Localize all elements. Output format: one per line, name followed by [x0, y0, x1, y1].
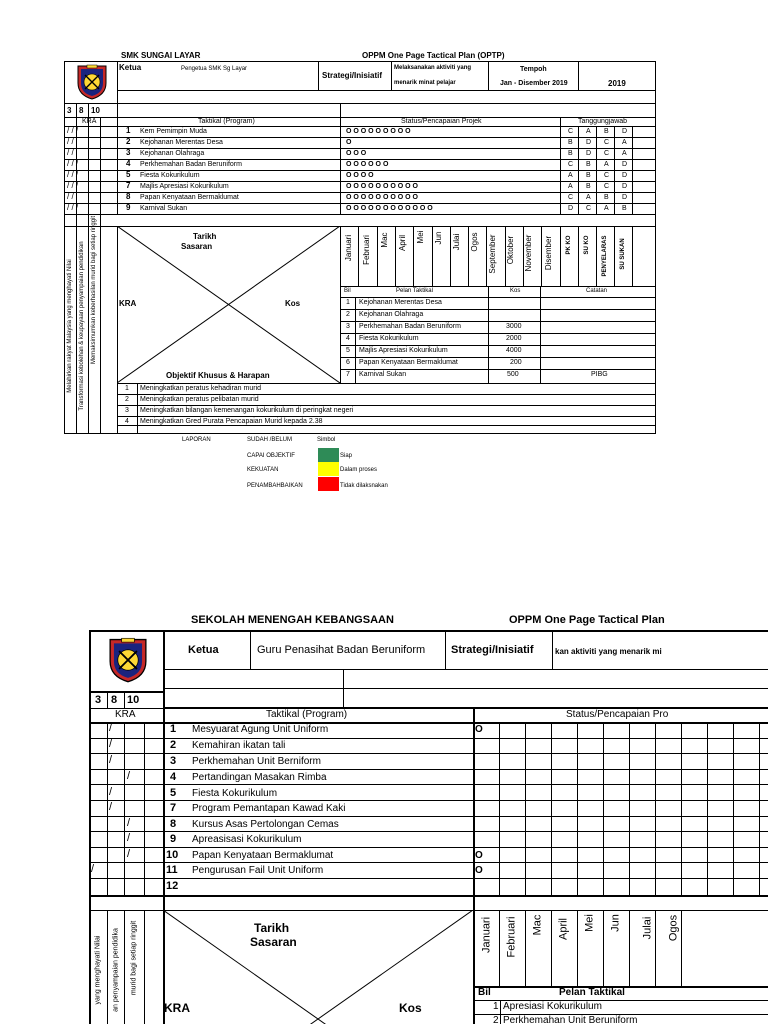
grid-line	[89, 784, 768, 785]
grid-line	[89, 769, 768, 770]
p2-school-name: SEKOLAH MENENGAH KEBANGSAAN	[191, 614, 394, 626]
p1-program-name: Fiesta Kokurikulum	[140, 172, 200, 179]
p1-vert-label-3: Memaksimumkan keberhasilan murid bagi setiap ringgit	[91, 215, 97, 365]
p2-program-name: Apreasisasi Kokurikulum	[192, 834, 302, 845]
p2-kra-check-a: /	[109, 722, 113, 734]
p1-kra-num-3: 10	[91, 106, 100, 115]
p1-program-name: Majlis Apresiasi Kokurikulum	[140, 183, 229, 190]
grid-line	[733, 722, 734, 895]
p2-program-status: O	[475, 865, 483, 876]
p1-pelan-bil: 2	[346, 311, 350, 318]
p1-pelan-name: Majlis Apresiasi Kokurikulum	[359, 347, 448, 354]
p2-vert-label-3: murid bagi setiap ringgit	[130, 920, 138, 996]
grid-line	[629, 910, 630, 986]
p1-kra-checks: / / /	[67, 203, 79, 212]
p1-program-name: Kem Pemimpin Muda	[140, 128, 207, 135]
p1-resp-suko: C	[586, 205, 592, 212]
grid-line	[468, 226, 469, 286]
p1-status-header: Status/Pencapaian Projek	[401, 118, 482, 125]
p1-month-november: November	[524, 234, 533, 272]
p1-legend-label: KEKUATAN	[247, 467, 279, 473]
p1-resp-pkko: C	[568, 161, 574, 168]
grid-line	[603, 910, 604, 986]
p2-program-no: 11	[166, 864, 178, 876]
grid-line	[88, 117, 89, 226]
p1-kra-num-2: 8	[79, 106, 84, 115]
p1-resp-suko: B	[586, 172, 591, 179]
p1-resp-susukan: D	[622, 194, 628, 201]
p1-pelan-kos: 500	[507, 371, 519, 378]
p1-legend-swatch-yellow	[318, 462, 339, 476]
p1-resp-susukan: A	[622, 139, 627, 146]
grid-line	[89, 878, 768, 879]
p2-program-status: O	[475, 850, 483, 861]
p1-legend-swatch-green	[318, 448, 339, 462]
p1-program-status: O O O O O O	[346, 161, 389, 168]
p1-kos-header: Kos	[510, 288, 521, 294]
p2-program-no: 9	[170, 833, 177, 845]
p1-month-januari: Januari	[344, 234, 353, 262]
grid-line	[340, 333, 656, 334]
p1-resp-suko: A	[586, 128, 591, 135]
p1-resp-pkko: A	[568, 183, 573, 190]
p1-kra-header: KRA	[82, 118, 97, 125]
grid-line	[707, 722, 708, 895]
p1-resp-penyelaras: B	[604, 128, 609, 135]
p1-legend-swatch-red	[318, 477, 339, 491]
p2-kra-num-2: 8	[111, 694, 118, 706]
grid-line	[340, 369, 656, 370]
p1-objective-text: Meningkatkan peratus pelibatan murid	[140, 396, 259, 403]
grid-line	[64, 159, 656, 160]
grid-line	[64, 214, 656, 215]
p2-kra-check-a: /	[109, 738, 113, 750]
p1-resp-suko: B	[586, 183, 591, 190]
p2-kos-axis-label: Kos	[399, 1001, 422, 1015]
p1-pelan-name: Fiesta Kokurikulum	[359, 335, 419, 342]
p2-strategi-label: Strategi/Inisiatif	[451, 644, 534, 656]
p1-pelan-name: Perkhemahan Badan Beruniform	[359, 323, 461, 330]
p1-tempoh-label: Tempoh	[520, 66, 547, 73]
p1-kra-checks: / / /	[67, 159, 79, 168]
p1-objective-no: 1	[125, 385, 129, 392]
p1-kra-axis-label: KRA	[119, 299, 137, 308]
p2-pelan-name: Apresiasi Kokurikulum	[503, 1001, 602, 1012]
grid-line	[486, 226, 487, 286]
p2-month-ogos: Ogos	[667, 914, 680, 942]
p2-program-name: Program Pemantapan Kawad Kaki	[192, 803, 346, 814]
p1-vert-label-1: Melahirkan rakyat Malaysia yang menghayati Nilai	[67, 259, 73, 393]
p1-ketua-label: Ketua	[119, 63, 142, 72]
p2-bil-header: Bil	[478, 987, 491, 998]
p2-program-status: O	[475, 724, 483, 735]
grid-line	[629, 722, 630, 895]
p1-month-jun: Jun	[434, 231, 443, 245]
grid-line	[377, 226, 378, 286]
grid-line	[89, 831, 768, 832]
p1-resp-susukan: A	[622, 150, 627, 157]
p2-kra-check-b: /	[127, 817, 131, 829]
p2-ketua-label: Ketua	[188, 644, 219, 656]
p1-role-pkko: PK KO	[566, 235, 572, 255]
p2-pelan-bil: 1	[493, 1001, 499, 1012]
grid-line	[551, 722, 552, 895]
p1-year: 2019	[608, 79, 626, 88]
p2-tarikh-matrix-diagram	[163, 910, 473, 1024]
grid-line	[525, 910, 526, 986]
p1-program-no: 3	[126, 148, 131, 157]
grid-line	[525, 722, 526, 895]
p2-program-no: 7	[170, 802, 177, 814]
p2-pelan-header: Pelan Taktikal	[559, 987, 625, 998]
page-2	[0, 600, 768, 1024]
p1-program-status: O O O O O O O O O O	[346, 183, 418, 190]
p1-resp-penyelaras: C	[604, 139, 610, 146]
p1-legend-label: PENAMBAHBAIKAN	[247, 483, 303, 489]
p1-resp-suko: D	[586, 139, 592, 146]
grid-line	[89, 738, 768, 739]
p2-kra-check-b: /	[127, 848, 131, 860]
p2-program-name: Kemahiran ikatan tali	[192, 740, 286, 751]
p1-bil-header: Bil	[344, 288, 351, 294]
p1-resp-suko: B	[586, 161, 591, 168]
grid-line	[395, 226, 396, 286]
p1-legend-desc: Tidak dilaksnakan	[340, 483, 388, 489]
p1-month-mac: Mac	[380, 232, 389, 248]
p2-kra-check-a: /	[109, 801, 113, 813]
p2-kra-check-b: /	[127, 832, 131, 844]
p1-legend-laporan: LAPORAN	[182, 437, 211, 443]
p1-pelan-kos: 200	[510, 359, 522, 366]
p2-vert-label-2: an penyampaian pendidika	[112, 928, 120, 1012]
page-1	[0, 0, 768, 500]
p1-strategi-label: Strategi/Inisiatif	[322, 71, 383, 80]
p2-kra-num-1: 3	[95, 694, 102, 706]
p2-program-no: 12	[166, 880, 179, 892]
p1-resp-suko: D	[586, 150, 592, 157]
grid-line	[759, 722, 760, 895]
p1-month-disember: Disember	[544, 235, 553, 271]
grid-line	[64, 137, 656, 138]
p2-kra-check-b: /	[127, 770, 131, 782]
p1-month-september: September	[488, 234, 497, 274]
p2-program-no: 10	[166, 849, 179, 861]
p1-kos-axis-label: Kos	[285, 299, 301, 308]
p1-resp-pkko: A	[568, 172, 573, 179]
p1-resp-penyelaras: B	[604, 194, 609, 201]
p2-kra-check-a: /	[91, 863, 95, 875]
p1-program-no: 5	[126, 170, 131, 179]
p2-program-name: Pertandingan Masakan Rimba	[192, 772, 327, 783]
p2-ketua-value: Guru Penasihat Badan Beruniform	[257, 644, 426, 656]
p2-program-no: 5	[170, 787, 177, 799]
p1-kra-checks: / /	[67, 137, 74, 146]
p2-program-name: Papan Kenyataan Bermaklumat	[192, 850, 334, 861]
grid-line	[89, 862, 768, 863]
p1-objective-text: Meningkatkan Gred Purata Pencapaian Murid kepada 2.38	[140, 418, 323, 425]
p1-strategi-value-1: Melaksanakan aktiviti yang	[394, 65, 472, 71]
p2-kra-header: KRA	[115, 709, 136, 720]
p1-kra-checks: / / /	[67, 181, 79, 190]
p1-program-no: 4	[126, 159, 131, 168]
p2-vert-label-1: yang menghayati Nilai	[94, 935, 102, 1005]
p1-program-status: O O O O O O O O O O	[346, 194, 418, 201]
grid-line	[499, 722, 500, 895]
p1-program-no: 7	[126, 181, 131, 190]
p1-school-name: SMK SUNGAI LAYAR	[121, 51, 201, 60]
p2-program-name: Fiesta Kokurikulum	[192, 788, 278, 799]
p1-objektif-label: Objektif Khusus & Harapan	[166, 371, 270, 380]
p2-month-julai: Julai	[641, 916, 654, 940]
grid-line	[64, 203, 656, 204]
p2-kra-check-a: /	[109, 786, 113, 798]
p1-month-oktober: Oktober	[506, 235, 515, 265]
p1-resp-penyelaras: A	[604, 205, 609, 212]
p1-pelan-header: Pelan Taktikal	[396, 288, 433, 294]
p2-school-crest-icon	[105, 634, 151, 686]
p1-legend-desc: Siap	[340, 453, 353, 459]
p2-pelan-bil: 2	[493, 1015, 499, 1026]
p1-resp-susukan: B	[622, 205, 627, 212]
p1-pelan-kos: 4000	[506, 347, 522, 354]
p1-program-name: Karnival Sukan	[140, 205, 188, 212]
p1-objective-text: Meningkatkan bilangan kemenangan kokurikulum di peringkat negeri	[140, 407, 354, 414]
p1-program-no: 1	[126, 126, 131, 135]
p1-school-crest-icon	[74, 63, 110, 101]
p1-oppm-title: OPPM One Page Tactical Plan (OPTP)	[362, 51, 505, 60]
p2-program-no: 8	[170, 818, 177, 830]
p1-resp-susukan: D	[622, 161, 628, 168]
grid-line	[358, 226, 359, 286]
p1-taktikal-header: Taktikal (Program)	[198, 118, 255, 125]
p1-kra-checks: / /	[67, 148, 74, 157]
p1-sasaran-label: Sasaran	[181, 242, 213, 251]
p1-pelan-kos: 3000	[506, 323, 522, 330]
p1-pelan-bil: 6	[346, 359, 350, 366]
p1-catatan-header: Catatan	[586, 288, 608, 294]
p2-month-februari: Februari	[505, 916, 518, 958]
p1-kra-checks: / / /	[67, 170, 79, 179]
grid-line	[340, 357, 656, 358]
grid-line	[340, 309, 656, 310]
p1-kra-num-1: 3	[67, 106, 72, 115]
grid-line	[577, 910, 578, 986]
p1-program-status: O O O O O O O O O O O O	[346, 205, 433, 212]
p1-pelan-bil: 4	[346, 335, 350, 342]
grid-line	[681, 910, 682, 986]
p1-month-julai: Julai	[452, 233, 461, 251]
p2-taktikal-header: Taktikal (Program)	[266, 709, 348, 720]
p1-objective-no: 3	[125, 407, 129, 414]
grid-line	[340, 321, 656, 322]
p1-role-penyelaras: PENYELARAS	[602, 235, 608, 277]
p2-program-no: 2	[170, 739, 177, 751]
p2-month-januari: Januari	[480, 916, 493, 954]
p2-kra-num-3: 10	[127, 694, 140, 706]
p1-objective-no: 2	[125, 396, 129, 403]
grid-line	[577, 722, 578, 895]
p1-resp-pkko: B	[568, 139, 573, 146]
p1-tarikh-matrix-diagram	[117, 226, 340, 383]
p1-pelan-name: Papan Kenyataan Bermaklumat	[359, 359, 458, 366]
p1-strategi-value-2: menarik minat pelajar	[394, 80, 456, 86]
grid-line	[603, 722, 604, 895]
grid-line	[64, 181, 656, 182]
p1-program-name: Kejohanan Merentas Desa	[140, 139, 223, 146]
p2-status-header: Status/Pencapaian Pro	[566, 709, 669, 720]
p1-legend-simbol: Simbol	[317, 437, 336, 443]
p1-pelan-name: Karnival Sukan	[359, 371, 407, 378]
p1-program-status: O O O	[346, 150, 367, 157]
p1-resp-pkko: B	[568, 150, 573, 157]
p1-month-ogos: Ogos	[470, 232, 479, 252]
p1-legend-sudah: SUDAH /BELUM	[247, 437, 293, 443]
p2-kra-check-a: /	[109, 754, 113, 766]
p1-program-no: 2	[126, 137, 131, 146]
grid-line	[89, 800, 768, 801]
grid-line	[89, 753, 768, 754]
grid-line	[64, 192, 656, 193]
grid-line	[551, 910, 552, 986]
grid-line	[64, 170, 656, 171]
p1-resp-pkko: D	[568, 205, 574, 212]
p1-ketua-value: Pengetua SMK Sg Layar	[181, 66, 248, 72]
p1-month-februari: Februari	[362, 235, 371, 265]
grid-line	[413, 226, 414, 286]
p1-pelan-bil: 3	[346, 323, 350, 330]
p1-tempoh-value: Jan - Disember 2019	[500, 80, 568, 87]
p2-month-mac: Mac	[531, 914, 544, 936]
p2-program-no: 1	[170, 723, 177, 735]
p1-resp-penyelaras: C	[604, 183, 610, 190]
p2-program-name: Mesyuarat Agung Unit Uniform	[192, 724, 329, 735]
grid-line	[505, 226, 506, 286]
p1-program-status: O O O O	[346, 172, 374, 179]
p1-tanggungjawab-header: Tanggungjawab	[578, 118, 628, 125]
p2-kra-axis-label: KRA	[164, 1001, 190, 1015]
grid-line	[523, 226, 524, 286]
p2-sasaran-label: Sasaran	[250, 935, 297, 949]
p1-resp-susukan: D	[622, 172, 628, 179]
p1-resp-penyelaras: A	[604, 161, 609, 168]
p1-kra-checks: / /	[67, 192, 74, 201]
p1-program-name: Papan Kenyataan Bermaklumat	[140, 194, 239, 201]
p2-program-name: Kursus Asas Pertolongan Cemas	[192, 819, 339, 830]
grid-line	[89, 816, 768, 817]
p1-kra-checks: / / /	[67, 126, 79, 135]
p2-pelan-name: Perkhemahan Unit Beruniform	[503, 1015, 638, 1026]
p2-program-name: Perkhemahan Unit Berniform	[192, 756, 321, 767]
grid-line	[64, 148, 656, 149]
p1-program-no: 9	[126, 203, 131, 212]
grid-line	[681, 722, 682, 895]
p1-pelan-name: Kejohanan Olahraga	[359, 311, 424, 318]
p2-month-april: April	[557, 917, 570, 941]
grid-line	[655, 910, 656, 986]
grid-line	[340, 345, 656, 346]
p1-resp-penyelaras: C	[604, 172, 610, 179]
p2-month-jun: Jun	[609, 914, 622, 932]
p1-program-status: O O O O O O O O O	[346, 128, 411, 135]
p1-program-name: Kejohanan Olahraga	[140, 150, 205, 157]
p1-role-susukan: SU SUKAN	[620, 238, 626, 270]
grid-line	[100, 117, 101, 226]
p2-program-name: Pengurusan Fail Unit Uniform	[192, 865, 324, 876]
grid-line	[450, 226, 451, 286]
p1-resp-suko: A	[586, 194, 591, 201]
grid-line	[655, 722, 656, 895]
p1-pelan-bil: 1	[346, 299, 350, 306]
p1-legend-desc: Dalam proses	[340, 467, 378, 473]
p1-objective-no: 4	[125, 418, 129, 425]
p1-tarikh-label: Tarikh	[193, 232, 217, 241]
p1-resp-susukan: D	[622, 128, 628, 135]
p1-pelan-kos: 2000	[506, 335, 522, 342]
p1-objective-text: Meningkatkan peratus kehadiran murid	[140, 385, 262, 392]
grid-line	[541, 226, 542, 286]
p1-pelan-bil: 5	[346, 347, 350, 354]
grid-line	[89, 847, 768, 848]
grid-line	[499, 910, 500, 986]
p1-program-name: Perkhemahan Badan Beruniform	[140, 161, 242, 168]
p1-role-suko: SU KO	[584, 235, 590, 255]
p2-month-mei: Mei	[583, 914, 596, 932]
p2-strategi-value: kan aktiviti yang menarik mi	[555, 647, 662, 656]
p1-pelan-bil: 7	[346, 371, 350, 378]
p1-month-april: April	[398, 234, 407, 252]
p1-pelan-name: Kejohanan Merentas Desa	[359, 299, 442, 306]
grid-line	[432, 226, 433, 286]
p2-program-no: 3	[170, 755, 177, 767]
p1-resp-pkko: C	[568, 194, 574, 201]
p1-program-status: O	[346, 139, 352, 146]
p1-resp-pkko: C	[568, 128, 574, 135]
p1-month-mei: Mei	[416, 230, 425, 244]
p2-program-no: 4	[170, 771, 177, 783]
p2-tarikh-label: Tarikh	[254, 921, 290, 935]
p1-resp-penyelaras: C	[604, 150, 610, 157]
p1-resp-susukan: D	[622, 183, 628, 190]
p2-oppm-title: OPPM One Page Tactical Plan	[509, 614, 665, 626]
p1-pelan-catatan: PIBG	[591, 371, 608, 378]
p1-vert-label-2: Transformasi kebolehan & keupayaan penyampaian pendidikan	[79, 241, 85, 411]
p1-program-no: 8	[126, 192, 131, 201]
p1-legend-label: CAPAI OBJEKTIF	[247, 453, 295, 459]
